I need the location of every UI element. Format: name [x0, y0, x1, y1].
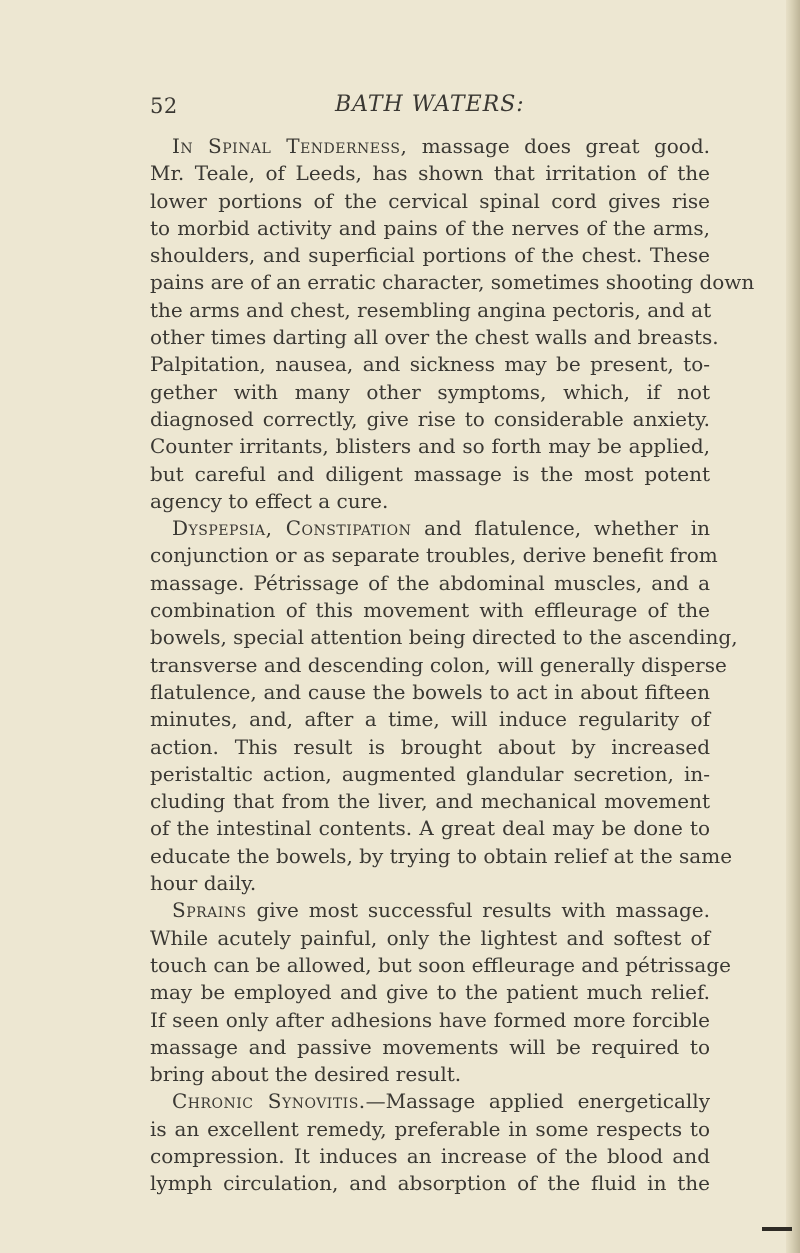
text-line: to morbid activity and pains of the nerves of the arms,: [150, 215, 710, 240]
text-line: educate the bowels, by trying to obtain relief at the same: [150, 843, 733, 868]
text-line: While acutely painful, only the lightest and softest of: [150, 925, 710, 950]
text-line: massage and passive movements will be required to: [150, 1034, 710, 1059]
page-edge-shadow: [786, 0, 800, 1253]
text-line: is an excellent remedy, preferable in some respects to: [150, 1116, 710, 1141]
paragraph-heading: Chronic Synovitis.: [172, 1089, 366, 1114]
paragraph-heading: Dyspepsia, Constipation: [172, 516, 412, 541]
text-line: [150, 1088, 710, 1115]
text-line: If seen only after adhesions have formed more forcible: [150, 1007, 710, 1032]
text-line: but careful and diligent massage is the most potent: [150, 461, 710, 486]
page-number: 52: [150, 94, 178, 118]
text-line: flatulence, and cause the bowels to act in about fifteen: [150, 679, 710, 704]
text-line: Counter irritants, blisters and so forth may be applied,: [150, 434, 710, 459]
body-text: [150, 133, 755, 1198]
text-line: Mr. Teale, of Leeds, has shown that irritation of the: [150, 161, 710, 186]
text-line: hour daily.: [150, 871, 257, 896]
text-line: of the intestinal contents. A great deal may be done to: [150, 816, 710, 841]
text-line: compression. It induces an increase of the blood and: [150, 1143, 710, 1168]
text-line: lower portions of the cervical spinal cord gives rise: [150, 188, 710, 213]
text-line: massage. Pétrissage of the abdominal muscles, and a: [150, 570, 710, 595]
text-line: bring about the desired result.: [150, 1062, 462, 1087]
text-line: touch can be allowed, but soon effleurage and pétrissage: [150, 952, 731, 977]
text-line: shoulders, and superficial portions of the chest. These: [150, 243, 710, 268]
text-line: pains are of an erratic character, sometimes shooting down: [150, 270, 755, 295]
text-line: conjunction or as separate troubles, derive benefit from: [150, 543, 718, 568]
paragraph-heading: Sprains: [172, 898, 247, 923]
text-line: lymph circulation, and absorption of the fluid in the: [150, 1171, 710, 1196]
text-line: peristaltic action, augmented glandular secretion, in-: [150, 761, 710, 786]
text-line: cluding that from the liver, and mechanical movement: [150, 789, 710, 814]
text-line: agency to effect a cure.: [150, 488, 389, 513]
text-line: bowels, special attention being directed to the ascending,: [150, 625, 738, 650]
text-line: may be employed and give to the patient much relief.: [150, 980, 710, 1005]
text-line-rest: and flatulence, whether in: [411, 516, 710, 541]
text-line: gether with many other symptoms, which, if not: [150, 379, 710, 404]
text-line-rest: —Massage applied energetically: [365, 1089, 710, 1114]
text-line: Palpitation, nausea, and sickness may be present, to-: [150, 352, 710, 377]
text-line: transverse and descending colon, will generally disperse: [150, 652, 727, 677]
binding-mark: [762, 1227, 792, 1231]
paragraph-heading: In Spinal Tenderness,: [172, 134, 408, 158]
text-line: combination of this movement with effleurage of the: [150, 598, 710, 623]
text-line: action. This result is brought about by increased: [150, 734, 710, 759]
text-line: diagnosed correctly, give rise to considerable anxiety.: [150, 406, 710, 431]
running-title: BATH WATERS:: [335, 92, 525, 117]
text-line-rest: massage does great good.: [407, 134, 711, 158]
page-header: [150, 94, 710, 120]
text-line: [150, 133, 710, 160]
text-line-rest: give most successful results with massage.: [246, 898, 710, 923]
text-line: [150, 515, 710, 542]
text-line: minutes, and, after a time, will induce regularity of: [150, 707, 710, 732]
text-line: the arms and chest, resembling angina pectoris, and at: [150, 297, 712, 322]
text-line: other times darting all over the chest walls and breasts.: [150, 325, 719, 350]
text-line: [150, 897, 710, 924]
